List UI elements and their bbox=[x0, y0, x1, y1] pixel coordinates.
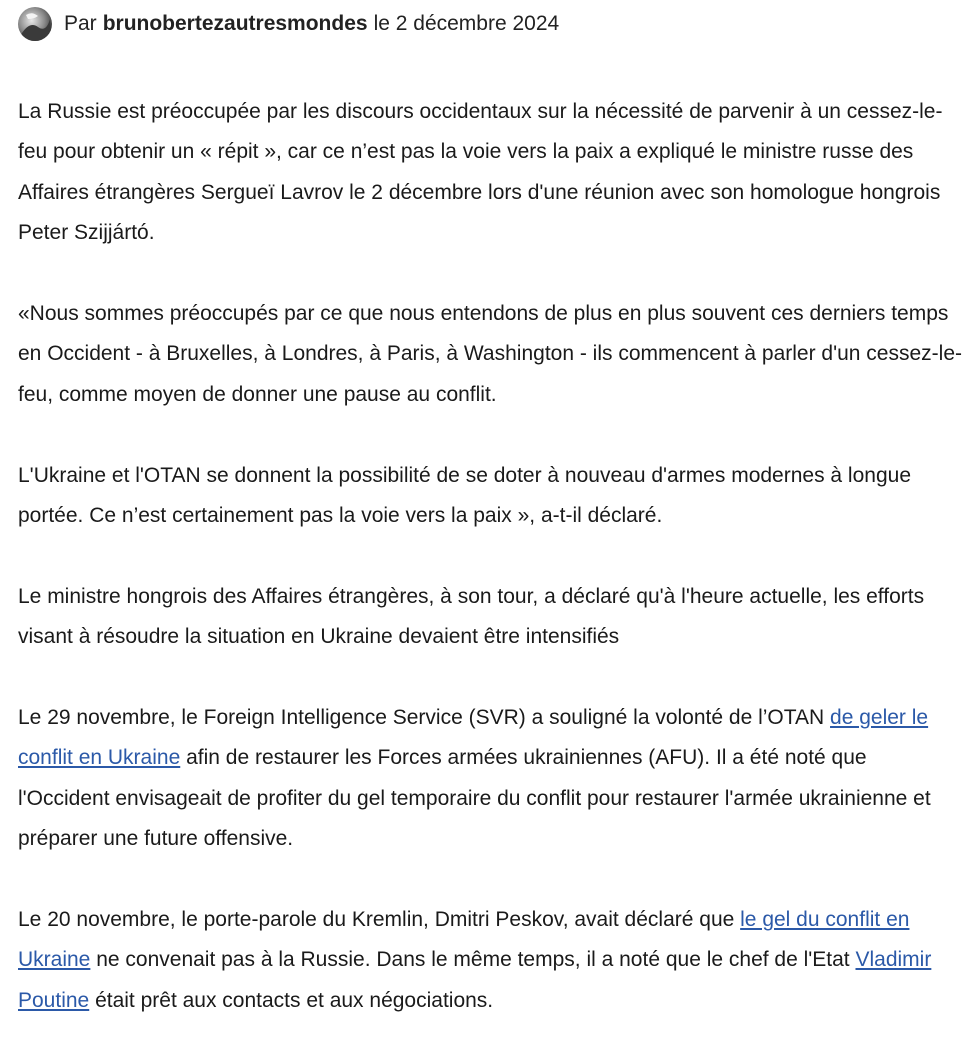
byline-date: le 2 décembre 2024 bbox=[373, 12, 560, 35]
paragraph-6-text-middle: ne convenait pas à la Russie. Dans le même temps, il a noté que le chef de l'Etat bbox=[90, 948, 856, 972]
author-avatar[interactable] bbox=[18, 7, 52, 41]
paragraph-2: «Nous sommes préoccupés par ce que nous entendons de plus en plus souvent ces derniers temps en Occident - à Bruxelles, à Londres, à Paris, à Washington - ils commencent à parler d'un cessez-le-feu, comme moyen de donner une pause au conflit. bbox=[18, 302, 962, 406]
paragraph-1: La Russie est préoccupée par les discours occidentaux sur la nécessité de parvenir à un cessez-le-feu pour obtenir un « répit », car ce n’est pas la voie vers la paix a expliqué le ministre russe des Affaires étrangères Sergueï Lavrov le 2 décembre lors d'une réunion avec son homologue hongrois Peter Szijjártó. bbox=[18, 100, 943, 245]
paragraph-5 bbox=[18, 698, 963, 860]
link-vladimir-poutine[interactable]: Vladimir Poutine bbox=[18, 948, 932, 1012]
link-geler-conflit[interactable]: de geler le conflit en Ukraine bbox=[18, 706, 929, 770]
article-body bbox=[18, 92, 963, 1062]
byline-author[interactable]: brunobertezautresmondes bbox=[102, 12, 368, 35]
paragraph-5-text-before: Le 29 novembre, le Foreign Intelligence Service (SVR) a souligné la volonté de l’OTAN bbox=[18, 706, 831, 730]
paragraph-6-text-after: était prêt aux contacts et aux négociations. bbox=[89, 988, 494, 1012]
link-gel-conflit[interactable]: le gel du conflit en Ukraine bbox=[18, 908, 910, 972]
paragraph-3: L'Ukraine et l'OTAN se donnent la possibilité de se doter à nouveau d'armes modernes à longue portée. Ce n’est certainement pas la voie vers la paix », a-t-il déclaré. bbox=[18, 463, 911, 528]
byline bbox=[18, 6, 559, 42]
paragraph-6-text-before: Le 20 novembre, le porte-parole du Kremlin, Dmitri Peskov, avait déclaré que bbox=[18, 908, 741, 932]
paragraph-6 bbox=[18, 900, 963, 1021]
paragraph-5-text-after: afin de restaurer les Forces armées ukrainiennes (AFU). Il a été noté que l'Occident envisageait de profiter du gel temporaire du conflit pour restaurer l'armée ukrainienne et préparer une future offensive. bbox=[18, 746, 931, 851]
byline-prefix: Par bbox=[64, 12, 97, 35]
paragraph-4: Le ministre hongrois des Affaires étrangères, à son tour, a déclaré qu'à l'heure actuelle, les efforts visant à résoudre la situation en Ukraine devaient être intensifiés bbox=[18, 584, 925, 649]
